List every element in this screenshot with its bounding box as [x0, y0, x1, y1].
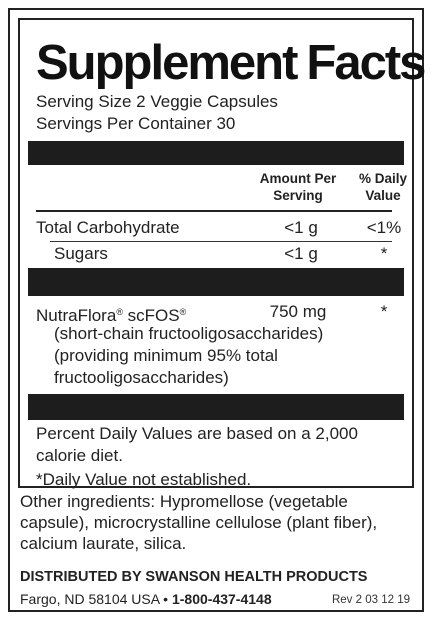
phone-number: 1-800-437-4148: [171, 591, 272, 607]
nutraflora-amount: 750 mg: [269, 302, 327, 321]
nutraflora-name: NutraFlora® scFOS®: [36, 306, 187, 325]
header-bar: [28, 141, 404, 165]
other-ingredients: Other ingredients: Hypromellose (vegetable capsule), microcrystalline cellulose (plant fiber), calcium laurate, silica.: [20, 492, 378, 553]
daily-value-footnote: calorie diet.: [36, 446, 123, 465]
servings-per-container: Servings Per Container 30: [36, 114, 236, 133]
row-dv: *: [380, 244, 388, 263]
distributor-line: DISTRIBUTED BY SWANSON HEALTH PRODUCTS: [20, 569, 368, 585]
daily-value-footnote: Percent Daily Values are based on a 2,000: [36, 424, 358, 443]
distributor-address: Fargo, ND 58104 USA • 1-800-437-4148: [20, 591, 272, 607]
divider: [50, 241, 392, 242]
footer-bar: [28, 394, 404, 420]
nutraflora-description: (providing minimum 95% total: [54, 346, 278, 365]
serving-size: Serving Size 2 Veggie Capsules: [36, 92, 278, 111]
row-name: Sugars: [54, 244, 108, 263]
amount-per-serving-header: Amount Per Serving: [259, 171, 337, 203]
supplement-facts-panel: [18, 18, 425, 489]
row-amount: <1 g: [284, 244, 318, 263]
panel-title: Supplement Facts: [36, 36, 425, 90]
daily-value-header: % Daily Value: [358, 171, 408, 203]
row-dv: <1%: [366, 218, 402, 237]
not-established-footnote: *Daily Value not established.: [36, 470, 252, 489]
divider: [36, 210, 392, 212]
row-amount: <1 g: [284, 218, 318, 237]
section-bar: [28, 268, 404, 296]
nutraflora-description: (short-chain fructooligosaccharides): [54, 324, 324, 343]
revision-code: Rev 2 03 12 19: [331, 594, 410, 606]
outer-border: [8, 8, 424, 612]
row-name: Total Carbohydrate: [36, 218, 180, 237]
nutraflora-description: fructooligosaccharides): [54, 368, 229, 387]
nutraflora-dv: *: [380, 302, 388, 321]
